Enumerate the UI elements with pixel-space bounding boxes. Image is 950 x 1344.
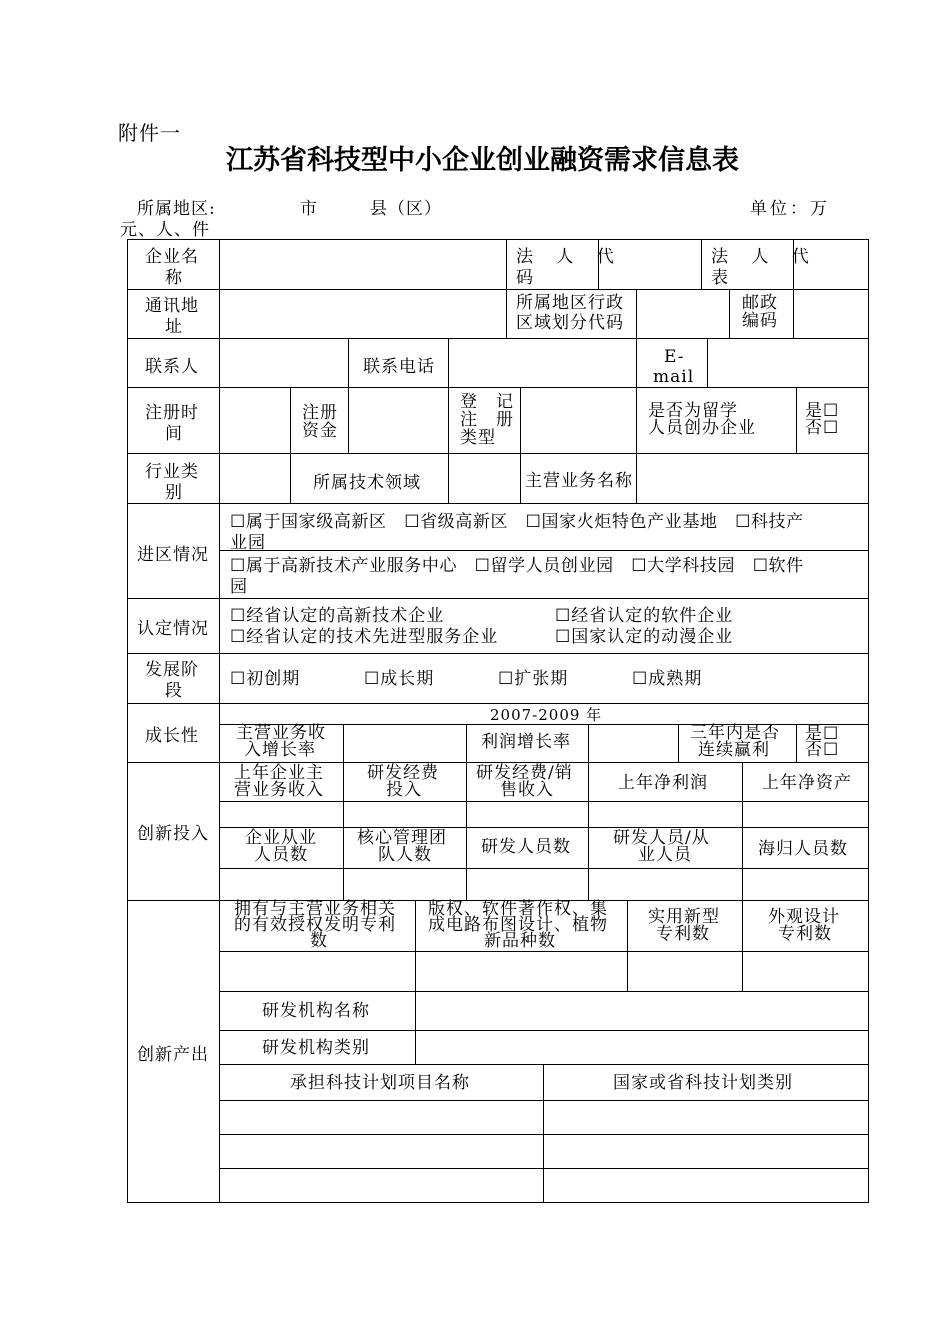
legal-code-label: 法 人 代: [516, 247, 623, 267]
region-code-label-2: 区域划分代码: [516, 313, 624, 333]
utility-patent-label: 实用新型: [648, 907, 720, 927]
design-patent-field[interactable]: [743, 952, 868, 991]
industry-label: 行业类: [145, 462, 199, 482]
rd-cost-label-2: 投入: [386, 780, 422, 800]
profitable-no-checkbox[interactable]: 否☐: [805, 740, 840, 760]
postcode-label: 邮政: [742, 293, 778, 313]
returnee-label: 是否为留学: [648, 401, 738, 421]
reg-capital-label-2: 资金: [302, 421, 338, 441]
core-team-label-2: 队人数: [378, 845, 432, 865]
net-profit-field[interactable]: [589, 802, 742, 827]
rd-ratio-label-2: 售收入: [500, 780, 554, 800]
stage-growth-checkbox[interactable]: ☐成长期: [364, 669, 435, 689]
growth-years-label: 2007-2009 年: [490, 706, 603, 724]
park-options-line-1[interactable]: ☐属于国家级高新区 ☐省级高新区 ☐国家火炬特色产业基地 ☐科技产: [230, 512, 804, 532]
project-type-field-2[interactable]: [544, 1135, 868, 1168]
region-label: 所属地区:: [137, 199, 216, 219]
project-name-field-2[interactable]: [220, 1135, 543, 1168]
reg-time-label: 注册时: [145, 403, 199, 423]
core-team-field[interactable]: [344, 869, 466, 900]
net-assets-field[interactable]: [743, 802, 868, 827]
address-label: 通讯地: [145, 296, 199, 316]
profitable-label-2: 连续赢利: [698, 740, 770, 760]
revenue-growth-label-2: 入增长率: [244, 740, 316, 760]
design-patent-label-2: 专利数: [778, 924, 832, 944]
project-type-field-3[interactable]: [544, 1169, 868, 1202]
reg-type-label-2: 注 册: [460, 410, 514, 430]
revenue-growth-label: 主营业务收: [236, 723, 326, 743]
company-name-field[interactable]: [220, 240, 506, 289]
main-business-field[interactable]: [637, 454, 868, 503]
main-business-label: 主营业务名称: [525, 471, 633, 491]
attachment-label: 附件一: [118, 121, 181, 145]
utility-patent-field[interactable]: [628, 952, 742, 991]
last-revenue-label-2: 营业务收入: [234, 780, 324, 800]
rd-org-name-label: 研发机构名称: [262, 1001, 370, 1021]
rd-staff-ratio-field[interactable]: [589, 869, 742, 900]
copyright-field[interactable]: [416, 952, 627, 991]
reg-time-label-2: 间: [165, 424, 183, 444]
contact-field[interactable]: [220, 339, 348, 387]
county-label: 县（区）: [370, 199, 442, 219]
email-label-2: mail: [653, 367, 695, 387]
address-field[interactable]: [220, 290, 506, 338]
postcode-field[interactable]: [794, 290, 868, 338]
stage-startup-checkbox[interactable]: ☐初创期: [230, 669, 301, 689]
patents-label-2: 的有效授权发明专利: [234, 915, 396, 935]
stage-label-2: 段: [165, 681, 183, 701]
unit-label-2: 元、人、件: [120, 220, 210, 240]
reg-type-label-3: 类型: [460, 428, 496, 448]
returnee-staff-label: 海归人员数: [758, 839, 848, 859]
patents-label-3: 数: [310, 931, 328, 951]
rd-ratio-field[interactable]: [467, 802, 588, 827]
park-options-line-2b: 园: [230, 577, 248, 597]
address-label-2: 址: [165, 317, 183, 337]
tech-field-input[interactable]: [449, 454, 520, 503]
rd-staff-ratio-label: 研发人员/从: [613, 828, 710, 848]
reg-type-label: 登 记: [460, 392, 514, 412]
region-code-field[interactable]: [637, 290, 729, 338]
project-name-label: 承担科技计划项目名称: [290, 1073, 470, 1093]
stage-label: 发展阶: [145, 660, 199, 680]
core-team-label: 核心管理团: [357, 828, 447, 848]
cert-software-checkbox[interactable]: ☐经省认定的软件企业: [555, 606, 734, 626]
design-patent-label: 外观设计: [768, 907, 840, 927]
rd-staff-label: 研发人员数: [481, 837, 571, 857]
patents-field[interactable]: [220, 952, 415, 991]
legal-code-field[interactable]: [599, 240, 701, 289]
invest-label: 创新投入: [137, 824, 209, 844]
legal-rep-field[interactable]: [794, 240, 868, 289]
net-profit-label: 上年净利润: [618, 773, 708, 793]
returnee-yes-checkbox[interactable]: 是☐: [805, 401, 840, 421]
returnee-label-2: 人员创办企业: [648, 418, 756, 438]
rd-org-type-field[interactable]: [416, 1031, 868, 1064]
copyright-label-2: 成电路布图设计、植物: [428, 915, 608, 935]
last-revenue-field[interactable]: [220, 802, 343, 827]
stage-expansion-checkbox[interactable]: ☐扩张期: [498, 669, 569, 689]
cert-high-tech-checkbox[interactable]: ☐经省认定的高新技术企业: [230, 606, 445, 626]
revenue-growth-field[interactable]: [344, 725, 466, 762]
contact-label: 联系人: [145, 357, 199, 377]
profitable-yes-checkbox[interactable]: 是☐: [805, 724, 840, 744]
rd-ratio-label: 研发经费/销: [476, 763, 573, 783]
region-code-label: 所属地区行政: [516, 293, 624, 313]
profit-growth-field[interactable]: [589, 725, 678, 762]
returnee-no-checkbox[interactable]: 否☐: [805, 418, 840, 438]
legal-rep-label-2: 表: [711, 268, 729, 288]
legal-code-label-2: 码: [516, 268, 534, 288]
profit-growth-label: 利润增长率: [481, 732, 571, 752]
last-revenue-label: 上年企业主: [234, 763, 324, 783]
city-label: 市: [300, 199, 318, 219]
rd-staff-field[interactable]: [467, 869, 588, 900]
rd-org-name-field[interactable]: [416, 992, 868, 1030]
reg-capital-label: 注册: [302, 403, 338, 423]
copyright-label: 版权、软件著作权、集: [428, 899, 608, 919]
phone-field[interactable]: [449, 339, 636, 387]
email-field[interactable]: [708, 339, 868, 387]
profitable-label: 三年内是否: [690, 723, 780, 743]
reg-capital-field[interactable]: [349, 388, 448, 453]
rd-staff-ratio-label-2: 业人员: [638, 845, 692, 865]
email-label: E-: [664, 347, 685, 367]
rd-org-type-label: 研发机构类别: [262, 1038, 370, 1058]
staff-label: 企业从业: [245, 828, 317, 848]
growth-label: 成长性: [145, 726, 199, 746]
postcode-label-2: 编码: [742, 311, 778, 331]
cert-animation-checkbox[interactable]: ☐国家认定的动漫企业: [555, 627, 734, 647]
cert-service-checkbox[interactable]: ☐经省认定的技术先进型服务企业: [230, 627, 499, 647]
phone-label: 联系电话: [363, 357, 435, 377]
company-name-label-2: 称: [165, 268, 183, 288]
company-name-label: 企业名: [145, 247, 199, 267]
staff-label-2: 人员数: [254, 845, 308, 865]
industry-field[interactable]: [220, 454, 290, 503]
net-assets-label: 上年净资产: [762, 773, 852, 793]
output-label: 创新产出: [137, 1045, 209, 1065]
rd-cost-label: 研发经费: [367, 763, 439, 783]
rd-cost-field[interactable]: [344, 802, 466, 827]
project-type-field-1[interactable]: [544, 1101, 868, 1134]
copyright-label-3: 新品种数: [484, 931, 556, 951]
patents-label: 拥有与主营业务相关: [234, 899, 396, 919]
park-options-line-1b: 业园: [230, 533, 266, 553]
reg-time-field[interactable]: [220, 388, 290, 453]
stage-mature-checkbox[interactable]: ☐成熟期: [632, 669, 703, 689]
legal-rep-label: 法 人 代: [711, 247, 818, 267]
returnee-staff-field[interactable]: [743, 869, 868, 900]
staff-field[interactable]: [220, 869, 343, 900]
project-name-field-3[interactable]: [220, 1169, 543, 1202]
industry-label-2: 别: [165, 483, 183, 503]
park-options-line-2[interactable]: ☐属于高新技术产业服务中心 ☐留学人员创业园 ☐大学科技园 ☐软件: [230, 556, 804, 576]
form-title: 江苏省科技型中小企业创业融资需求信息表: [226, 145, 739, 176]
utility-patent-label-2: 专利数: [656, 924, 710, 944]
park-label: 进区情况: [137, 545, 209, 565]
project-name-field-1[interactable]: [220, 1101, 543, 1134]
tech-field-label: 所属技术领域: [313, 473, 421, 493]
cert-label: 认定情况: [137, 619, 209, 639]
project-type-label: 国家或省科技计划类别: [613, 1073, 793, 1093]
unit-label: 单位：万: [750, 199, 830, 219]
reg-type-field[interactable]: [521, 388, 636, 453]
